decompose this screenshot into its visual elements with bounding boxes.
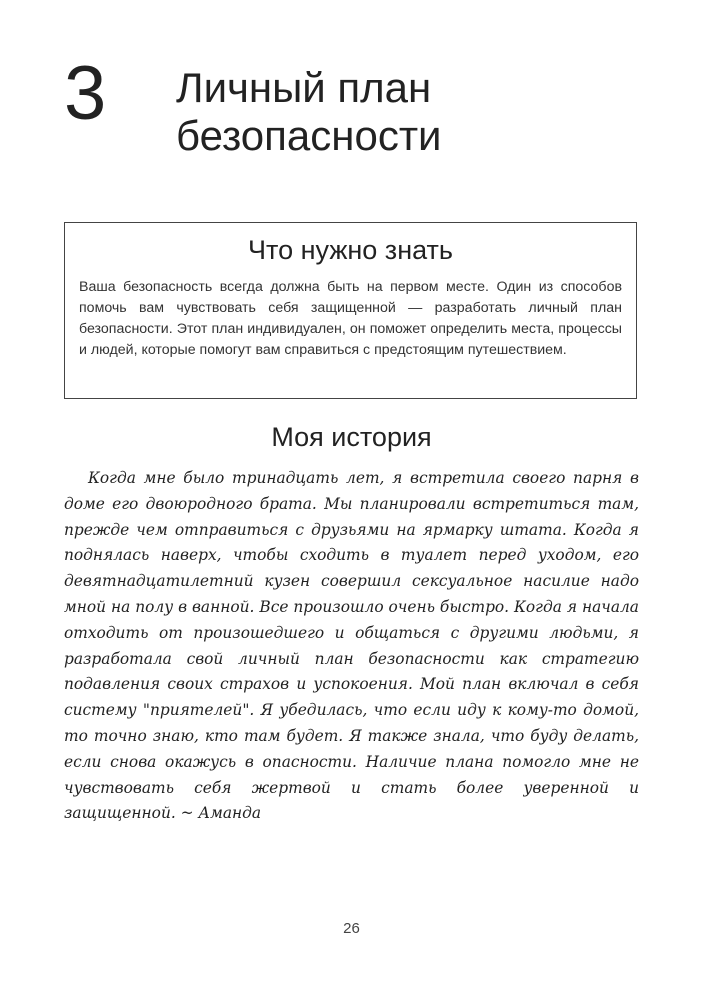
story-text: Когда мне было тринадцать лет, я встретила своего парня в доме его двоюродного брата. Мы планировали встретиться там, прежде чем отправиться с друзьями на ярмарку штата. Когда я поднялась наверх, чтобы сходить в туалет перед уходом, его девятнадцатилетний кузен совершил сексуальное насилие надо мной на полу в ванной. Все произошло очень быстро. Когда я начала отходить от произошедшего и общаться с другими людьми, я разработала свой личный план безопасности как стратегию подавления своих страхов и успокоения. Мой план включал в себя систему "приятелей". Я убедилась, что если иду к кому-то домой, то точно знаю, кто там будет. Я также знала, что буду делать, если снова окажусь в опасности. Наличие плана помогло мне не чувствовать себя жертвой и стать более уверенной и защищенной. ~ Аманда xyxy=(64,469,639,823)
info-box xyxy=(64,222,637,399)
page-number: 26 xyxy=(343,920,360,937)
info-box-title: Что нужно знать xyxy=(248,235,453,265)
info-box-text: Ваша безопасность всегда должна быть на первом месте. Один из способов помочь вам чувствовать себя защищенной — разработать личный план безопасности. Этот план индивидуален, он поможет определить места, процессы и людей, которые помогут вам справиться с предстоящим путешествием. xyxy=(79,279,622,358)
story-title: Моя история xyxy=(271,422,432,452)
chapter-number: 3 xyxy=(64,51,107,136)
chapter-title-line-1: Личный план xyxy=(176,64,432,111)
chapter-title xyxy=(176,64,656,160)
chapter-title-line-2: безопасности xyxy=(176,112,442,159)
